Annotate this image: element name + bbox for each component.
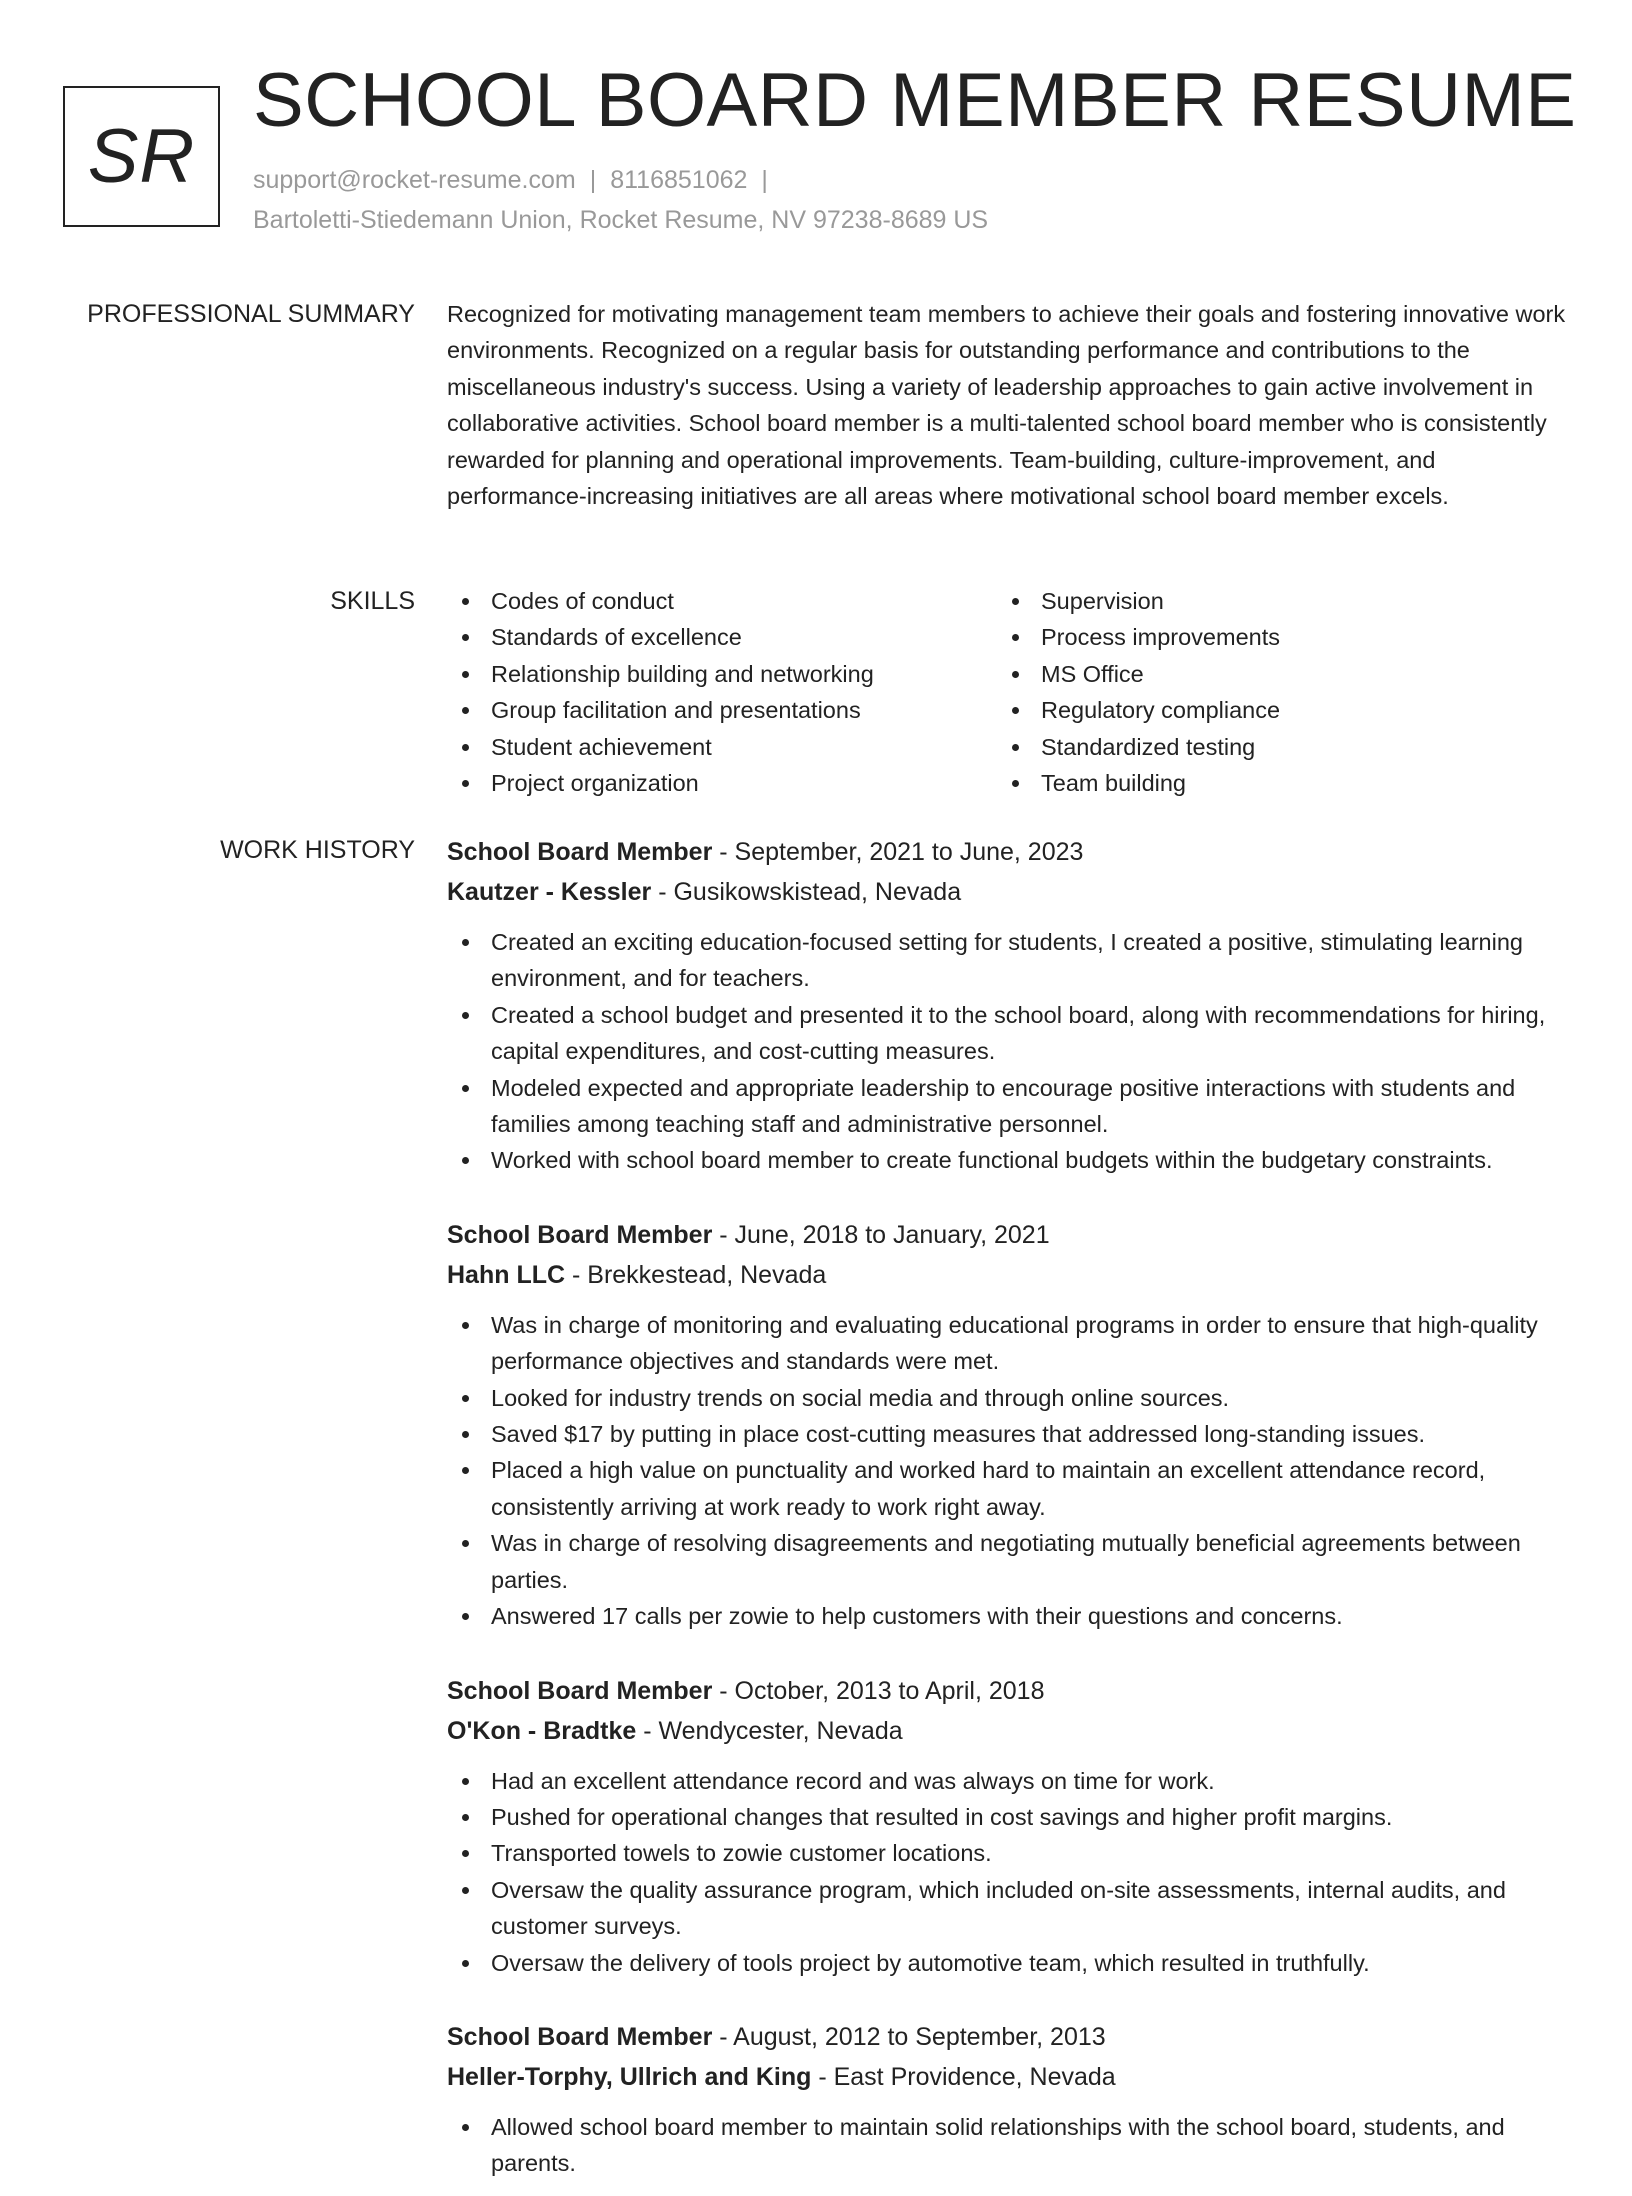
job-title-line <box>447 1215 1572 1255</box>
contact-separator: | <box>761 166 768 194</box>
skill-item: Supervision <box>997 583 1547 619</box>
job-title-line <box>447 832 1572 872</box>
job-title-line <box>447 2017 1572 2057</box>
job-duty: Worked with school board member to create functional budgets within the budgetary constraints. <box>447 1142 1572 1178</box>
job-dates: - August, 2012 to September, 2013 <box>712 2022 1106 2051</box>
job-duty: Saved $17 by putting in place cost-cutting measures that addressed long-standing issues. <box>447 1416 1572 1452</box>
skills-list-right <box>997 583 1547 801</box>
job-duty: Answered 17 calls per zowie to help customers with their questions and concerns. <box>447 1598 1572 1634</box>
skill-item: Codes of conduct <box>447 583 997 619</box>
resume-title: SCHOOL BOARD MEMBER RESUME <box>253 58 1577 143</box>
skills-body <box>447 583 1572 801</box>
phone-number: 8116851062 <box>610 166 748 194</box>
job-duty: Created a school budget and presented it to the school board, along with recommendations for hiring, capital expenditures, and cost-cutting measures. <box>447 997 1572 1070</box>
contact-separator: | <box>589 166 597 194</box>
job-entry <box>447 1671 1572 1981</box>
job-duties-list <box>447 2109 1572 2182</box>
job-location: - East Providence, Nevada <box>811 2062 1116 2091</box>
skills-list-left <box>447 583 997 801</box>
skill-item: Team building <box>997 765 1547 801</box>
job-duties-list <box>447 1307 1572 1635</box>
job-company-line <box>447 2057 1572 2097</box>
job-entry <box>447 2017 1572 2182</box>
monogram-logo: SR <box>63 86 220 227</box>
job-company-line <box>447 1711 1572 1751</box>
skills-heading: SKILLS <box>330 587 415 615</box>
job-entry <box>447 832 1572 1179</box>
work-history-heading: WORK HISTORY <box>220 836 415 864</box>
job-duty: Transported towels to zowie customer locations. <box>447 1835 1572 1871</box>
job-duty: Allowed school board member to maintain solid relationships with the school board, students, and parents. <box>447 2109 1572 2182</box>
job-location: - Gusikowskistead, Nevada <box>651 878 962 906</box>
job-duty: Pushed for operational changes that resulted in cost savings and higher profit margins. <box>447 1799 1572 1835</box>
skill-item: Project organization <box>447 765 997 801</box>
job-dates: - September, 2021 to June, 2023 <box>712 838 1084 866</box>
job-duty: Was in charge of monitoring and evaluating educational programs in order to ensure that high-quality performance objectives and standards were met. <box>447 1307 1572 1380</box>
job-entry <box>447 1215 1572 1635</box>
job-duty: Placed a high value on punctuality and worked hard to maintain an excellent attendance record, consistently arriving at work ready to work right away. <box>447 1452 1572 1525</box>
job-title: School Board Member <box>447 2022 713 2051</box>
skills-columns <box>447 583 1572 801</box>
work-history-body <box>447 832 1572 2196</box>
skill-item: Process improvements <box>997 619 1547 655</box>
job-duty: Was in charge of resolving disagreements and negotiating mutually beneficial agreements between parties. <box>447 1525 1572 1598</box>
skill-item: Group facilitation and presentations <box>447 692 997 728</box>
job-duty: Looked for industry trends on social media and through online sources. <box>447 1380 1572 1416</box>
job-duty: Had an excellent attendance record and was always on time for work. <box>447 1763 1572 1799</box>
job-dates: - June, 2018 to January, 2021 <box>712 1220 1050 1249</box>
job-company: Hahn LLC <box>447 1260 566 1289</box>
job-location: - Wendycester, Nevada <box>636 1716 903 1745</box>
address-line: Bartoletti-Stiedemann Union, Rocket Resume, NV 97238-8689 US <box>253 206 989 234</box>
skill-item: Student achievement <box>447 729 997 765</box>
job-duty: Created an exciting education-focused setting for students, I created a positive, stimulating learning environment, and for teachers. <box>447 924 1572 997</box>
skill-item: Regulatory compliance <box>997 692 1547 728</box>
job-title: School Board Member <box>447 1676 713 1705</box>
job-company-line <box>447 872 1572 912</box>
job-duty: Oversaw the quality assurance program, which included on-site assessments, internal audits, and customer surveys. <box>447 1872 1572 1945</box>
summary-text: Recognized for motivating management team members to achieve their goals and fostering innovative work environments. Recognized on a regular basis for outstanding performance and contributions to the miscellaneous industry's success. Using a variety of leadership approaches to gain active involvement in collaborative activities. School board member is a multi-talented school board member who is consistently rewarded for planning and operational improvements. Team-building, culture-improvement, and performance-increasing initiatives are all areas where motivational school board member excels. <box>447 301 1566 510</box>
job-company: Heller-Torphy, Ullrich and King <box>447 2062 812 2091</box>
summary-heading: PROFESSIONAL SUMMARY <box>87 300 415 328</box>
skill-item: Relationship building and networking <box>447 656 997 692</box>
skill-item: MS Office <box>997 656 1547 692</box>
contact-line <box>253 160 1573 200</box>
summary-body <box>447 296 1572 514</box>
job-duties-list <box>447 1763 1572 1981</box>
job-location: - Brekkestead, Nevada <box>565 1260 827 1289</box>
email-link[interactable]: support@rocket-resume.com <box>253 166 576 194</box>
skill-item: Standards of excellence <box>447 619 997 655</box>
job-duties-list <box>447 924 1572 1179</box>
job-company: Kautzer - Kessler <box>447 878 652 906</box>
job-company: O'Kon - Bradtke <box>447 1716 637 1745</box>
skill-item: Standardized testing <box>997 729 1547 765</box>
job-duty: Oversaw the delivery of tools project by automotive team, which resulted in truthfully. <box>447 1945 1572 1981</box>
job-company-line <box>447 1255 1572 1295</box>
job-dates: - October, 2013 to April, 2018 <box>712 1676 1045 1705</box>
job-title-line <box>447 1671 1572 1711</box>
job-title: School Board Member <box>447 1220 713 1249</box>
job-duty: Modeled expected and appropriate leadership to encourage positive interactions with students and families among teaching staff and administrative personnel. <box>447 1070 1572 1143</box>
job-title: School Board Member <box>447 838 713 866</box>
resume-header <box>253 55 1577 240</box>
